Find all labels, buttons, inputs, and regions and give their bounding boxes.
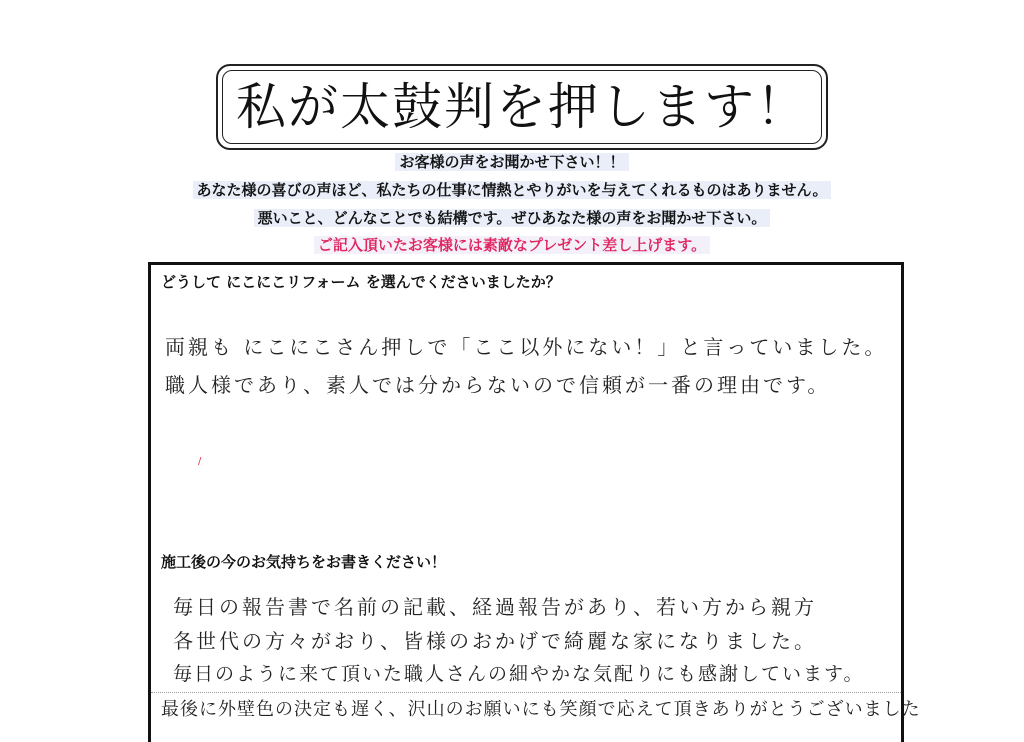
intro-line-4: ご記入頂いたお客様には素敵なプレゼント差し上げます。 (314, 236, 710, 254)
answer-1-line-2: 職人様であり、素人では分からないので信頼が一番の理由です。 (165, 373, 831, 397)
answer-1-line-1: 両親も にこにこさん押しで「ここ以外にない！」と言っていました。 (165, 335, 888, 359)
ink-mark: / (198, 456, 202, 467)
question-1-label: どうして にこにこリフォーム を選んでくださいましたか？ (161, 273, 561, 291)
intro-line-2: あなた様の喜びの声ほど、私たちの仕事に情熱とやりがいを与えてくれるものはありません。 (193, 181, 832, 199)
question-2-label: 施工後の今のお気持ちをお書きください！ (161, 553, 447, 571)
intro-line-1: お客様の声をお聞かせ下さい！！ (395, 153, 628, 171)
intro-text-2 (0, 208, 1024, 228)
answer-2-line-4: 最後に外壁色の決定も遅く、沢山のお願いにも笑顔で応えて頂きありがとうございました (161, 699, 921, 720)
answer-2-line-2: 各世代の方々がおり、皆様のおかげで綺麗な家になりました。 (173, 629, 817, 653)
page-title: 私が太鼓判を押します！ (236, 78, 808, 136)
answer-rule (151, 692, 901, 693)
answer-2-line-3: 毎日のように来て頂いた職人さんの細やかな気配りにも感謝しています。 (173, 663, 865, 685)
title-frame (216, 64, 828, 150)
intro-heading (0, 152, 1024, 172)
present-notice (0, 235, 1024, 255)
answer-2-line-1: 毎日の報告書で名前の記載、経過報告があり、若い方から親方 (173, 595, 817, 619)
survey-form (148, 262, 921, 742)
intro-text-1 (0, 180, 1024, 200)
intro-line-3: 悪いこと、どんなことでも結構です。ぜひあなた様の声をお聞かせ下さい。 (254, 209, 771, 227)
